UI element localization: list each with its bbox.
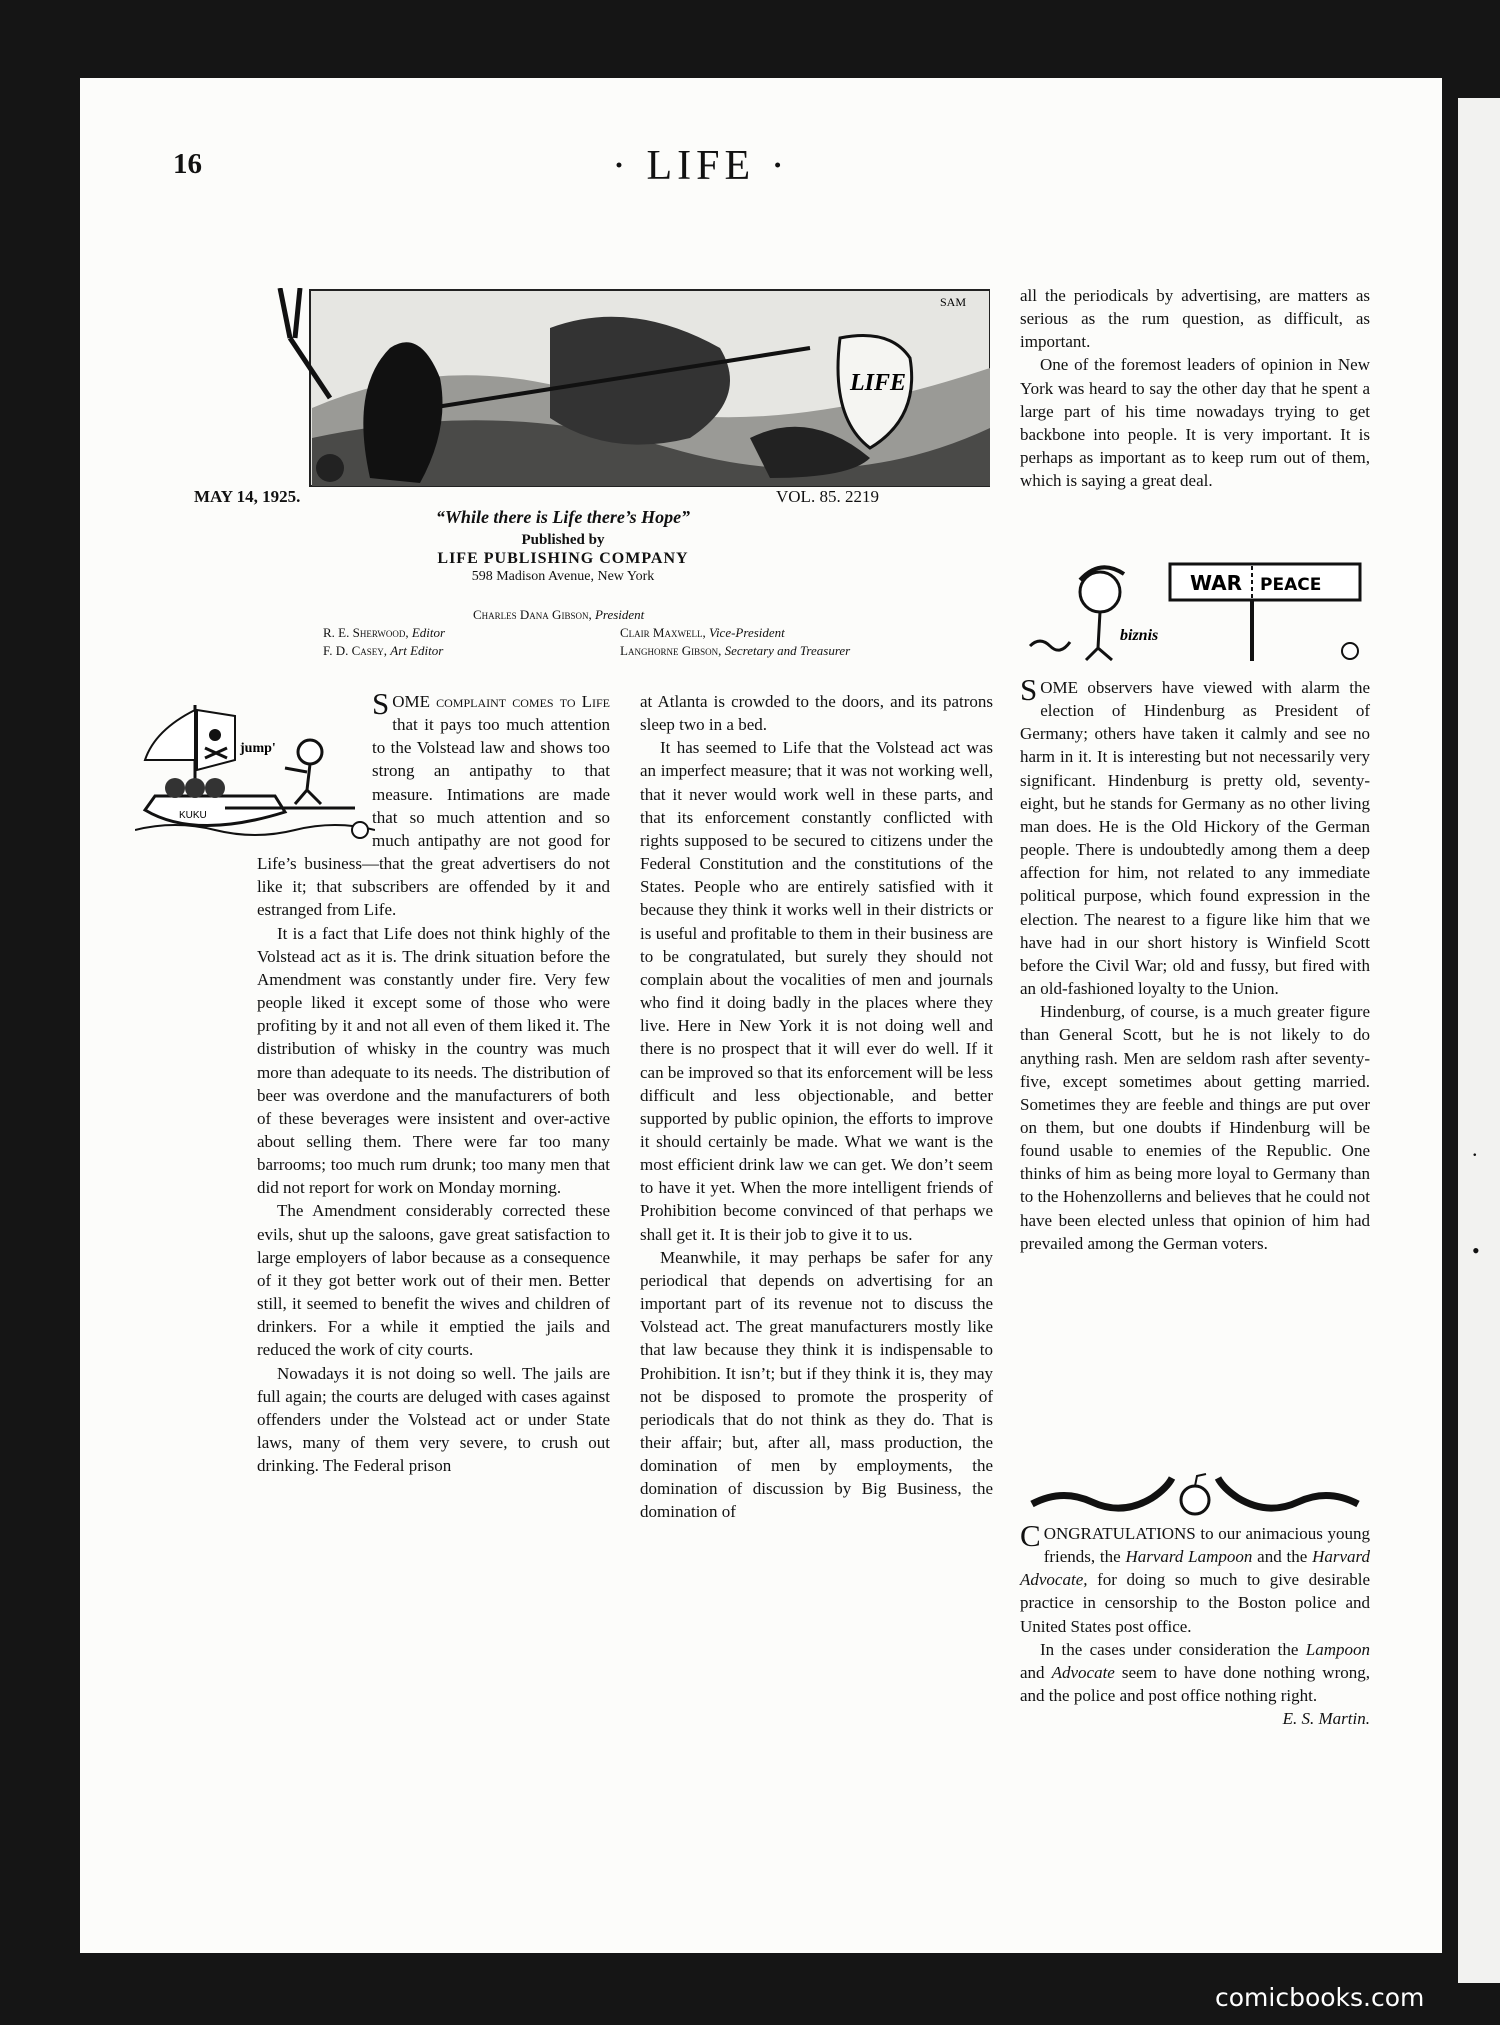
- publisher-address: 598 Madison Avenue, New York: [471, 569, 655, 584]
- paragraph: Hindenburg, of course, is a much greater figure than General Scott, but he is not likely to do anything rash. Men are seldom rash after seventy-five, except sometimes about getting married. Sometimes they are feeble and things are put over on them, but one doubts if Hindenburg will be found usable to enemies of the Republic. One thinks of him as being more loyal to Germany than to the Hohenzollerns and believes that he could not have been elected unless that opinion of him had prevailed among the German voters.: [1020, 1002, 1370, 1253]
- staff-role: President: [594, 607, 645, 622]
- publisher-company: LIFE PUBLISHING COMPANY: [437, 550, 689, 567]
- drop-cap: C: [1020, 1518, 1041, 1553]
- text: Lampoon: [1305, 1639, 1370, 1659]
- article-volstead-col3: [1020, 284, 1370, 492]
- staff-president: [473, 606, 644, 623]
- snakes-divider: [1022, 1468, 1368, 1518]
- text: and the: [1252, 1547, 1313, 1567]
- drop-cap: S: [1020, 672, 1038, 707]
- sign-text-war: WAR: [1190, 571, 1243, 595]
- text: Advocate: [1051, 1662, 1115, 1682]
- published-by: Published by: [521, 532, 605, 548]
- paragraph: It has seemed to Life that the Volstead act was an imperfect measure; that it was not working well, that it never would work well in these parts, and that its enforcement constantly conflicted with rights supposed to be secured to citizens under the Federal Constitution and the constitutions of the States. People who are entirely satisfied with it because they think it works well in their districts or is useful and profitable to them in their business are to be congratulated, but surely they should not complain about the vocalities of men and journals who find it doing badly in the places where they live. Here in New York it is not doing well and there is no prospect that it will ever do well. If it can be improved so that its enforcement will be less difficult and less objectionable, and better supported by public opinion, the efforts to improve it should certainly be made. What we want is the most efficient drink law we can get. We don’t seem to have it yet. When the more intelligent friends of Prohibition become convinced of that perhaps we shall get it. It is their job to give it to us.: [640, 738, 993, 1244]
- text: and: [1020, 1662, 1052, 1682]
- article-hindenburg: [1020, 672, 1370, 1255]
- sign-text-peace: PEACE: [1260, 575, 1322, 595]
- staff-role: Secretary and Treasurer: [724, 643, 851, 658]
- issue-date: MAY 14, 1925.: [194, 487, 301, 506]
- page-mark: .: [1472, 1136, 1478, 1161]
- text: seem to have done nothing wrong, and the police and post office nothing right.: [1020, 1662, 1370, 1706]
- article-volstead-col1: [257, 686, 610, 1477]
- paragraph: [1020, 1518, 1370, 1638]
- paragraph: Meanwhile, it may perhaps be safer for any periodical that depends on advertising for an important part of its revenue not to discuss the Volstead act. The great manufacturers mostly like that law because they think it is indispensable to Prohibition. It isn’t; but if they think it is, they may not be disposed to promote the prosperity of periodicals that do not think as they do. That is their affair; but, after all, mass production, the domination of men by employments, the domination of discussion by Big Business, the domination of: [640, 1247, 993, 1522]
- header-illustration: [250, 288, 990, 488]
- staff-name: Clair Maxwell,: [620, 625, 706, 640]
- text: Harvard Advocate,: [1020, 1547, 1370, 1590]
- paragraph: [1020, 1638, 1370, 1707]
- issue-volume: VOL. 85. 2219: [776, 487, 879, 506]
- lead-text: OME complaint comes to: [392, 692, 582, 711]
- text: for doing so much to give desirable practice in censorship to the Boston police and United States post office.: [1020, 1570, 1370, 1636]
- staff-name: Langhorne Gibson,: [620, 643, 722, 658]
- staff-art-editor: [323, 642, 443, 659]
- motto: “While there is Life there’s Hope”: [435, 507, 691, 527]
- staff-secretary: [620, 642, 850, 659]
- author-signature: E. S. Martin.: [1282, 1709, 1370, 1729]
- text: OME observers have viewed with alarm the election of Hindenburg as President of Germany; others have taken it calmly and see no harm in it. It is interesting but not necessarily very significant. Hindenburg is pretty old, seventy-eight, but he stands for Germany as no other living man does. He is the Old Hickory of the German people. There is undoubtedly among them a deep affection for him, not related to any immediate political purpose, which found expression in the election. The nearest to a figure like him that we have had in our short history is Winfield Scott before the Civil War; old and fussy, but fired with an old-fashioned loyalty to the Union.: [1020, 678, 1370, 999]
- staff-name: Charles Dana Gibson,: [473, 607, 592, 622]
- war-peace-cartoon: [1020, 556, 1370, 668]
- ship-cartoon-word: jump': [240, 741, 276, 756]
- paragraph: One of the foremost leaders of opinion in New York was heard to say the other day that he spent a large part of his time nowadays trying to get backbone into people. It is very important. It is perhaps as important as to keep rum out of them, which is saying a great deal.: [1020, 355, 1370, 491]
- paragraph: [257, 686, 610, 922]
- article-volstead-col2: [640, 690, 993, 1524]
- article-harvard: [1020, 1518, 1370, 1730]
- cartoon-word: biznis: [1120, 627, 1159, 644]
- adjacent-page-edge: [1458, 98, 1500, 1983]
- text: ONGRATULATIONS to our animacious young friends, the: [1043, 1524, 1370, 1567]
- artist-signature: SAM: [940, 295, 967, 309]
- text: that it pays too much attention to the Volstead law and shows too strong an antipathy to that measure. Intimations are made that so much attention and so much antipathy are not good for Life’s business—that the great advertisers do not like it; that subscribers are offended by it and estranged from Life.: [257, 715, 610, 920]
- staff-vice-president: [620, 624, 785, 641]
- paragraph: [1020, 672, 1370, 1000]
- staff-role: Art Editor: [390, 643, 444, 658]
- masthead: · LIFE ·: [612, 143, 790, 189]
- text: In the cases under consideration the: [1040, 1639, 1306, 1659]
- boat-name: KUKU: [179, 810, 207, 821]
- page-mark: •: [1472, 1238, 1480, 1263]
- staff-role: Vice-President: [708, 625, 785, 640]
- page-number: 16: [173, 148, 202, 180]
- paragraph: The Amendment considerably corrected these evils, shut up the saloons, gave great satisfaction to large employers of labor because as a consequence of it they got better work out of their men. Better still, it seemed to benefit the wives and children of drinkers. For a while it emptied the jails and reduced the work of city courts.: [257, 1201, 610, 1360]
- text: Harvard Lampoon: [1125, 1547, 1253, 1567]
- paragraph: It is a fact that Life does not think highly of the Volstead act as it is. The drink situation before the Amendment was constantly under fire. Very few people liked it except some of those who were profiting by it and not all even of them liked it. The distribution of whisky in the country was much more than adequate to its needs. The distribution of beer was overdone and the manufacturers of both of these beverages were insistent and over-active about selling them. There were far too many barrooms; too much rum drunk; too many men that did not report for work on Monday morning.: [257, 923, 610, 1198]
- paragraph: at Atlanta is crowded to the doors, and its patrons sleep two in a bed.: [640, 692, 993, 735]
- paragraph: all the periodicals by advertising, are matters as serious as the rum question, as difficult, as important.: [1020, 286, 1370, 352]
- paragraph: Nowadays it is not doing so well. The jails are full again; the courts are deluged with cases against offenders under the Volstead act or under State laws, many of them very severe, to crush out drinking. The Federal prison: [257, 1363, 610, 1476]
- watermark: comicbooks.com: [1215, 1983, 1425, 2012]
- staff-name: R. E. Sherwood,: [323, 625, 409, 640]
- text: Life: [581, 692, 610, 711]
- shield-text: LIFE: [850, 370, 907, 396]
- staff-name: F. D. Casey,: [323, 643, 387, 658]
- staff-role: Editor: [411, 625, 446, 640]
- staff-editor: [323, 624, 445, 641]
- drop-cap: S: [372, 686, 390, 721]
